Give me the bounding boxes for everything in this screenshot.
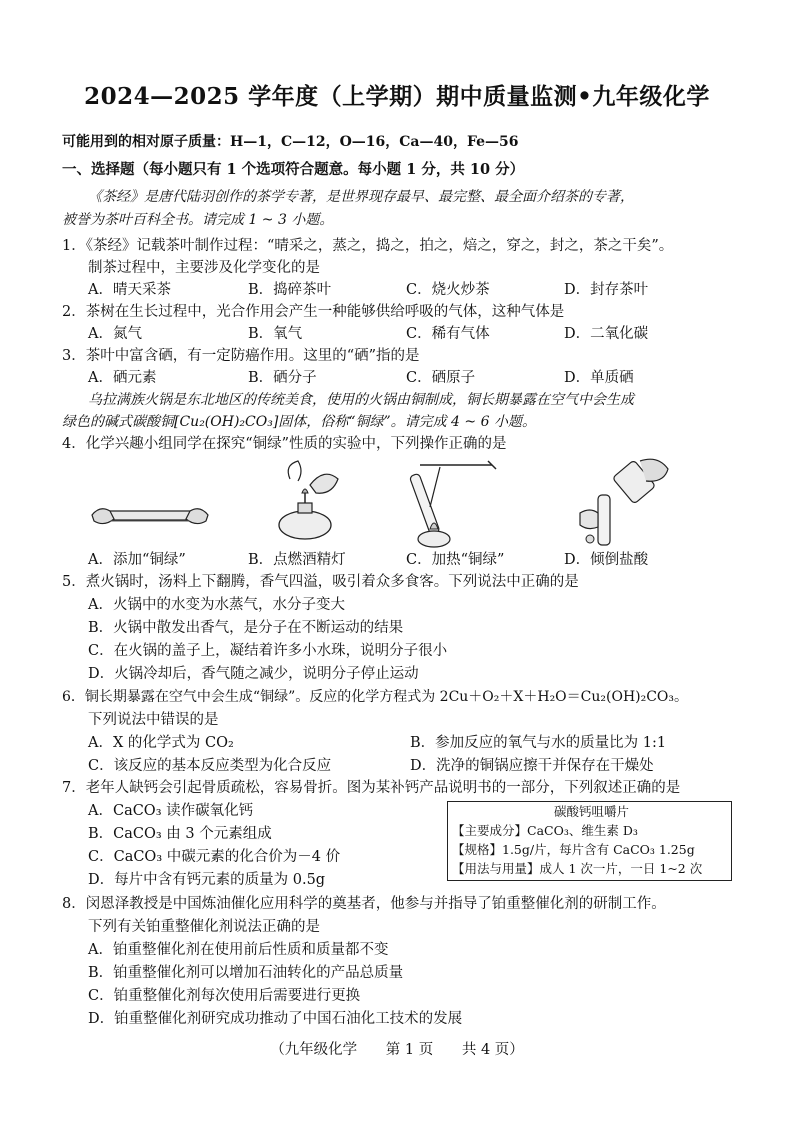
q4-option-a[interactable]: A．添加“铜绿”	[88, 552, 186, 568]
page-footer	[0, 1038, 794, 1059]
q4-option-b[interactable]: B．点燃酒精灯	[248, 552, 346, 568]
q5-option-c[interactable]: C．在火锅的盖子上，凝结着许多小水珠，说明分子很小	[88, 643, 448, 659]
q2-option-a[interactable]: A．氮气	[88, 326, 142, 342]
passage-2-line-1: 乌拉满族火锅是东北地区的传统美食，使用的火锅由铜制成，铜长期暴露在空气中会生成	[88, 392, 634, 408]
product-label-ingredients: 【主要成分】CaCO₃、维生素 D₃	[452, 823, 638, 838]
section-label: 一、选择题	[62, 161, 135, 178]
q3-option-a[interactable]: A．硒元素	[88, 370, 157, 386]
page-title: 2024—2025 学年度（上学期）期中质量监测•九年级化学	[84, 83, 710, 110]
q5-option-b[interactable]: B．火锅中散发出香气，是分子在不断运动的结果	[88, 620, 404, 636]
q2-option-c[interactable]: C．稀有气体	[406, 326, 490, 342]
q5-option-a[interactable]: A．火锅中的水变为水蒸气，水分子变大	[88, 597, 345, 613]
footer-page-number: 第 1 页	[385, 1042, 434, 1058]
q6-option-c[interactable]: C．该反应的基本反应类型为化合反应	[88, 758, 332, 774]
footer-total-pages: 共 4 页）	[461, 1042, 524, 1058]
product-label-box	[447, 801, 732, 881]
q3-option-d[interactable]: D．单质硒	[564, 370, 634, 386]
q1-stem-2: 制茶过程中，主要涉及化学变化的是	[88, 260, 320, 276]
q2-option-d[interactable]: D．二氧化碳	[564, 326, 649, 342]
atomic-mass-line: 可能用到的相对原子质量：H—1，C—12，O—16，Ca—40，Fe—56	[62, 134, 519, 150]
q5-stem: 5．煮火锅时，汤料上下翻腾，香气四溢，吸引着众多食客。下列说法中正确的是	[62, 574, 579, 590]
passage-1-line-1: 《茶经》是唐代陆羽创作的茶学专著，是世界现存最早、最完整、最全面介绍茶的专著，	[88, 189, 634, 205]
q7-option-d[interactable]: D．每片中含有钙元素的质量为 0.5g	[88, 872, 326, 888]
q1-option-a[interactable]: A．晴天采茶	[88, 282, 171, 298]
q3-option-b[interactable]: B．硒分子	[248, 370, 317, 386]
q2-option-b[interactable]: B．氧气	[248, 326, 303, 342]
q8-option-d[interactable]: D．铂重整催化剂研究成功推动了中国石油化工技术的发展	[88, 1011, 463, 1027]
product-label-spec: 【规格】1.5g/片，每片含有 CaCO₃ 1.25g	[452, 842, 695, 857]
q2-stem: 2．茶树在生长过程中，光合作用会产生一种能够供给呼吸的气体，这种气体是	[62, 304, 565, 320]
product-label-usage: 【用法与用量】成人 1 次一片，一日 1~2 次	[452, 861, 703, 876]
q6-option-b[interactable]: B．参加反应的氧气与水的质量比为 1:1	[410, 735, 667, 751]
q6-stem-1: 6．铜长期暴露在空气中会生成“铜绿”。反应的化学方程式为 2Cu＋O₂＋X＋H₂O＝Cu₂(OH)₂CO₃。	[62, 689, 689, 705]
q8-option-b[interactable]: B．铂重整催化剂可以增加石油转化的产品总质量	[88, 965, 404, 981]
section-note: （每小题只有 1 个选项符合题意。每小题 1 分，共 10 分）	[134, 161, 525, 178]
q5-option-d[interactable]: D．火锅冷却后，香气随之减少，说明分子停止运动	[88, 666, 419, 682]
q3-stem: 3．茶叶中富含硒，有一定防癌作用。这里的“硒”指的是	[62, 348, 420, 364]
q4-stem: 4．化学兴趣小组同学在探究“铜绿”性质的实验中，下列操作正确的是	[62, 436, 507, 452]
q1-option-c[interactable]: C．烧火炒茶	[406, 282, 490, 298]
q7-option-c[interactable]: C．CaCO₃ 中碳元素的化合价为－4 价	[88, 849, 341, 865]
q8-stem-2: 下列有关铂重整催化剂说法正确的是	[88, 919, 320, 935]
q6-stem-2: 下列说法中错误的是	[88, 712, 219, 728]
q7-option-b[interactable]: B．CaCO₃ 由 3 个元素组成	[88, 826, 272, 842]
q4-option-d[interactable]: D．倾倒盐酸	[564, 552, 649, 568]
q1-stem-1: 1．《茶经》记载茶叶制作过程：“晴采之，蒸之，捣之，拍之，焙之，穿之，封之，茶之干矣”。	[62, 238, 674, 254]
q1-option-b[interactable]: B．捣碎茶叶	[248, 282, 332, 298]
passage-1-line-2: 被誉为茶叶百科全书。请完成 1 ~ 3 小题。	[62, 212, 334, 228]
footer-subject: （九年级化学	[270, 1042, 358, 1058]
powder-trough-illustration	[90, 455, 210, 547]
q4-option-c[interactable]: C．加热“铜绿”	[406, 552, 505, 568]
product-label-title: 碳酸钙咀嚼片	[553, 804, 629, 819]
q8-option-a[interactable]: A．铂重整催化剂在使用前后性质和质量都不变	[88, 942, 389, 958]
heating-test-tube-illustration	[400, 455, 520, 550]
passage-2-line-2: 绿色的碱式碳酸铜[Cu₂(OH)₂CO₃]固体，俗称“铜绿”。请完成 4 ~ 6 小题。	[62, 414, 536, 430]
alcohol-lamp-illustration	[250, 455, 360, 547]
q8-option-c[interactable]: C．铂重整催化剂每次使用后需要进行更换	[88, 988, 361, 1004]
q4-figures	[80, 455, 730, 550]
pouring-acid-illustration	[570, 455, 680, 550]
section-heading	[62, 160, 524, 180]
q1-option-d[interactable]: D．封存茶叶	[564, 282, 649, 298]
q6-option-a[interactable]: A．X 的化学式为 CO₂	[88, 735, 234, 751]
q7-option-a[interactable]: A．CaCO₃ 读作碳氧化钙	[88, 803, 254, 819]
q3-option-c[interactable]: C．硒原子	[406, 370, 476, 386]
q6-option-d[interactable]: D．洗净的铜锅应擦干并保存在干燥处	[410, 758, 654, 774]
q8-stem-1: 8．闵恩泽教授是中国炼油催化应用科学的奠基者，他参与并指导了铂重整催化剂的研制工作。	[62, 896, 666, 912]
q7-stem: 7．老年人缺钙会引起骨质疏松，容易骨折。图为某补钙产品说明书的一部分，下列叙述正确的是	[62, 780, 681, 796]
